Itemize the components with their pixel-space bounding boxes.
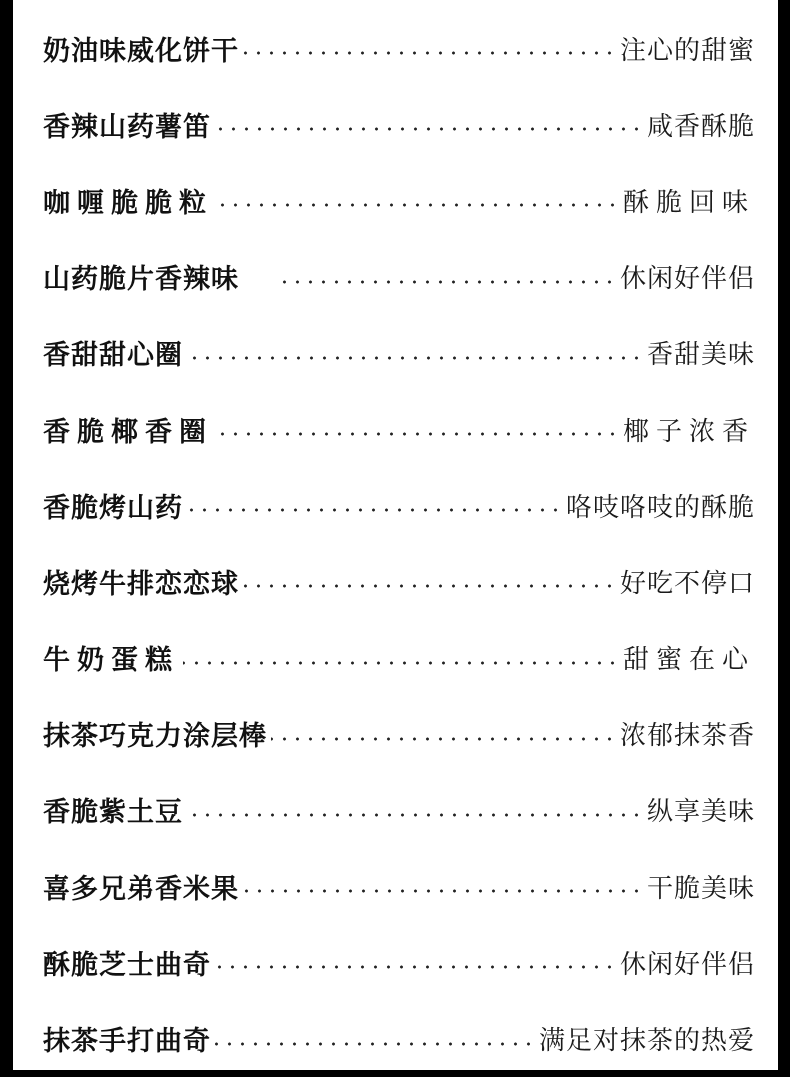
item-name: 抹茶巧克力涂层棒 (43, 721, 267, 753)
dot-leader (279, 279, 616, 285)
item-name: 香脆椰香圈 (43, 416, 213, 448)
dot-leader (187, 812, 643, 818)
dot-leader (271, 736, 616, 742)
item-description: 休闲好伴侣 (619, 949, 755, 980)
dot-leader (243, 888, 643, 894)
dot-leader (243, 50, 616, 56)
item-name: 山药脆片香辣味 (43, 264, 239, 296)
item-description: 注心的甜蜜 (619, 35, 755, 66)
list-item (43, 543, 755, 619)
item-description: 干脆美味 (646, 873, 755, 904)
item-description: 浓郁抹茶香 (619, 721, 755, 752)
item-description: 满足对抹茶的热爱 (538, 1026, 755, 1057)
item-description: 纵享美味 (646, 797, 755, 828)
list-item (43, 1000, 755, 1076)
item-name: 烧烤牛排恋恋球 (43, 568, 239, 600)
dot-leader (215, 964, 616, 970)
dot-leader (217, 202, 619, 208)
menu-list (43, 10, 755, 1077)
item-description: 香甜美味 (646, 340, 755, 371)
list-item (43, 620, 755, 696)
item-description: 好吃不停口 (619, 568, 755, 599)
item-name: 香脆紫土豆 (43, 797, 183, 829)
list-item (43, 848, 755, 924)
list-item (43, 924, 755, 1000)
menu-page (13, 0, 778, 1070)
list-item (43, 467, 755, 543)
item-description: 休闲好伴侣 (619, 264, 755, 295)
item-name: 香辣山药薯笛 (43, 111, 211, 143)
dot-leader (183, 660, 619, 666)
item-name: 酥脆芝士曲奇 (43, 949, 211, 981)
dot-leader (215, 1041, 535, 1047)
item-description: 咸香酥脆 (646, 111, 755, 142)
dot-leader (215, 126, 643, 132)
item-description: 椰子浓香 (622, 416, 755, 447)
list-item (43, 162, 755, 238)
dot-leader (243, 583, 616, 589)
dot-leader (217, 431, 619, 437)
item-description: 咯吱咯吱的酥脆 (565, 492, 755, 523)
item-name: 抹茶手打曲奇 (43, 1026, 211, 1058)
list-item (43, 696, 755, 772)
list-item (43, 10, 755, 86)
item-description: 酥脆回味 (622, 187, 755, 218)
dot-leader (187, 355, 643, 361)
dot-leader (187, 507, 562, 513)
item-description: 甜蜜在心 (622, 645, 755, 676)
list-item (43, 239, 755, 315)
list-item (43, 315, 755, 391)
item-name: 香甜甜心圈 (43, 340, 183, 372)
item-name: 奶油味威化饼干 (43, 35, 239, 67)
item-name: 牛奶蛋糕 (43, 645, 179, 677)
item-name: 咖喱脆脆粒 (43, 187, 213, 219)
item-name: 喜多兄弟香米果 (43, 873, 239, 905)
list-item (43, 86, 755, 162)
item-name: 香脆烤山药 (43, 492, 183, 524)
list-item (43, 772, 755, 848)
list-item (43, 391, 755, 467)
